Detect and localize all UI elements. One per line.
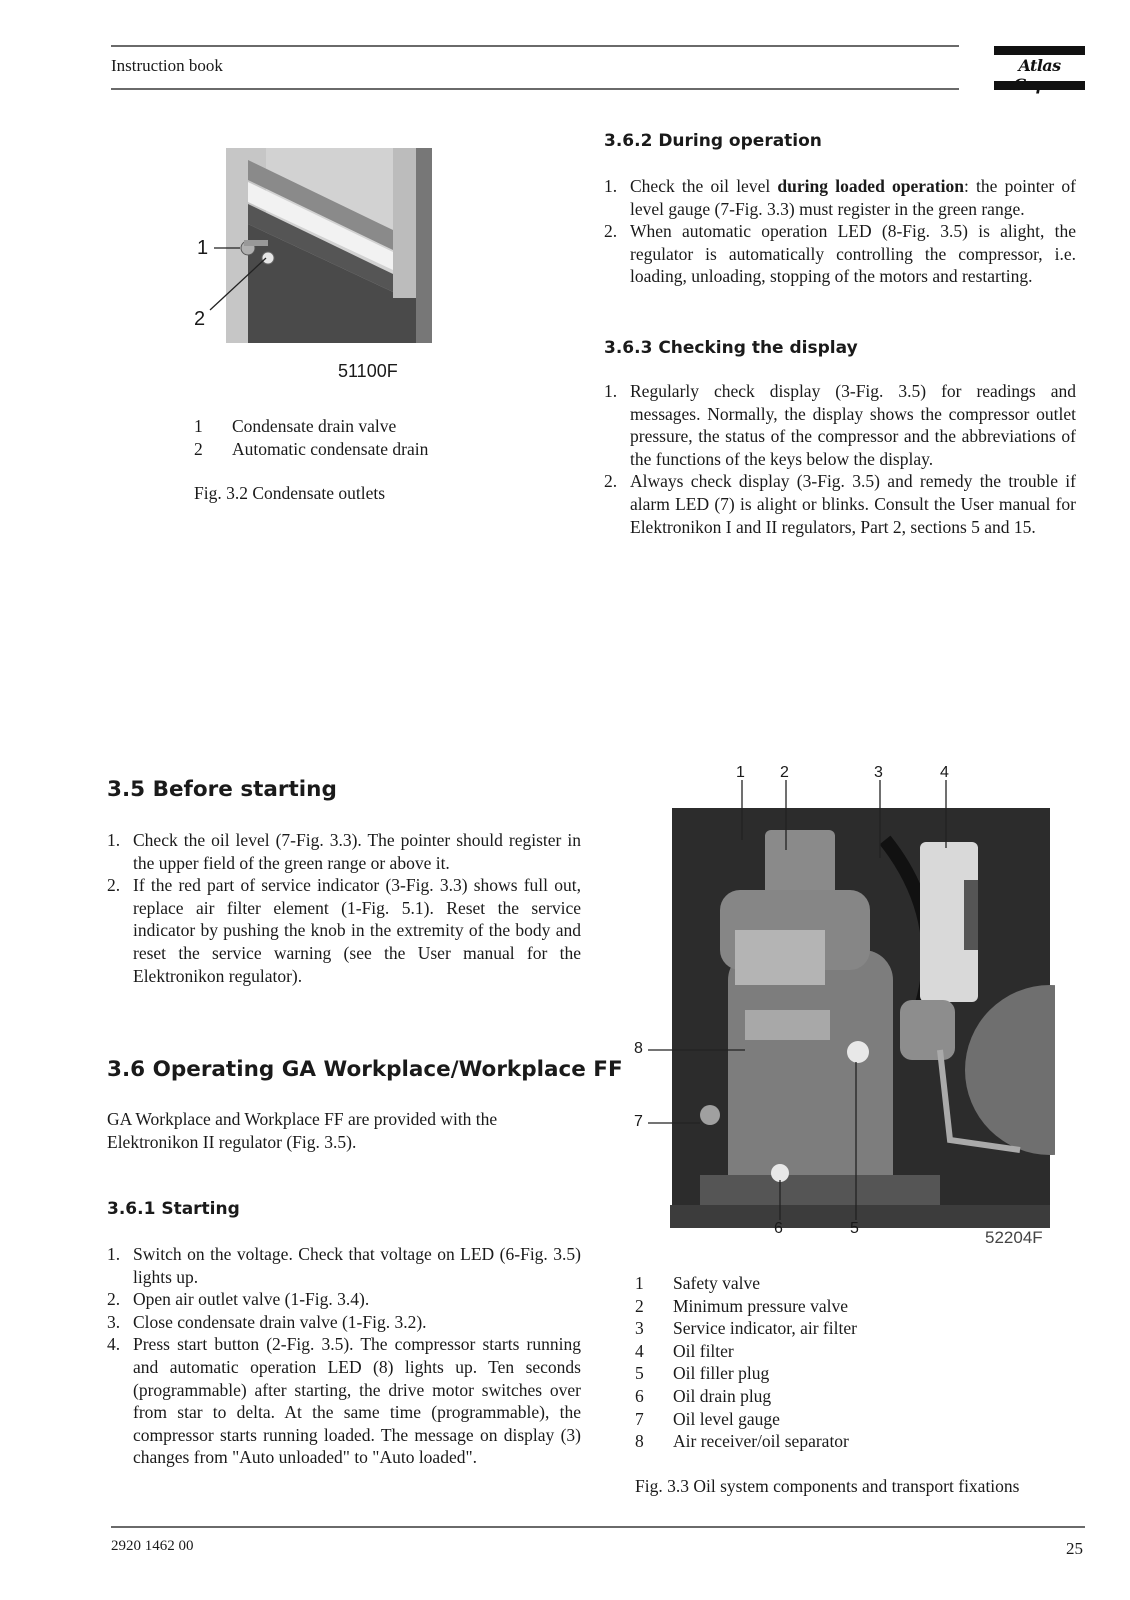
list-text-bold: during loaded operation <box>777 176 964 196</box>
fig-3-2-callout-2: 2 <box>194 308 206 330</box>
list-item <box>107 1333 581 1469</box>
figure-3-2-legend <box>194 415 428 460</box>
figure-3-3-legend <box>635 1272 857 1453</box>
section-3-6-2-list <box>604 175 1076 288</box>
list-num: 2. <box>107 1289 121 1310</box>
list-text: Regularly check display (3-Fig. 3.5) for readings and messages. Normally, the display shows the compressor outlet pressure, the status of the compressor and the abbreviations of the functions of the keys below the display. <box>630 381 1076 469</box>
list-text: If the red part of service indicator (3-Fig. 3.3) shows full out, replace air filter element (1-Fig. 5.1). Reset the service indicator by pushing the knob in the extremity of the body and reset the service warning (see the User manual for the Elektronikon regulator). <box>133 875 581 986</box>
list-text: Close condensate drain valve (1-Fig. 3.2). <box>133 1311 427 1332</box>
section-3-6-3-list <box>604 380 1076 538</box>
section-3-6-heading: 3.6 Operating GA Workplace/Workplace FF <box>107 1057 623 1082</box>
fig-3-3-callout: 8 <box>634 1040 643 1057</box>
atlas-copco-logo: Atlas <box>994 46 1085 90</box>
legend-num: 1 <box>635 1273 644 1293</box>
list-num: 1. <box>604 381 618 401</box>
list-item <box>107 874 581 987</box>
list-num: 2. <box>604 221 618 242</box>
list-item <box>107 1311 581 1334</box>
section-3-6-3-heading: 3.6.3 Checking the display <box>604 338 858 358</box>
footer-rule <box>111 1526 1085 1528</box>
fig-3-3-callout: 6 <box>774 1220 783 1237</box>
list-text: Open air outlet valve (1-Fig. 3.4). <box>133 1289 370 1310</box>
section-3-6-1-heading: 3.6.1 Starting <box>107 1199 240 1219</box>
figure-3-2-caption: Fig. 3.2 Condensate outlets <box>194 483 386 503</box>
legend-text: Safety valve <box>673 1273 760 1293</box>
list-item <box>107 1243 581 1288</box>
list-text: Press start button (2-Fig. 3.5). The compressor starts running and automatic operation LED (8) lights up. Ten seconds (programmable) after starting, the drive motor switches over from star to delta. At the same time (programmable), the compressor starts running loaded. The message on display (3) changes from "Auto unloaded" to "Auto loaded". <box>133 1334 581 1468</box>
legend-num: 1 <box>194 416 203 436</box>
header-rule-top <box>111 45 959 47</box>
legend-text: Oil filler plug <box>673 1363 770 1384</box>
legend-num: 6 <box>635 1385 644 1406</box>
list-num: 1. <box>107 830 121 850</box>
list-text: Check the oil level (7-Fig. 3.3). The pointer should register in the upper field of the green range or above it. <box>133 830 581 873</box>
figure-3-3 <box>634 764 1055 1270</box>
legend-text: Service indicator, air filter <box>673 1318 857 1339</box>
list-num: 1. <box>107 1244 121 1264</box>
list-num: 2. <box>107 875 121 896</box>
legend-text: Oil filter <box>673 1340 734 1361</box>
section-3-5-heading: 3.5 Before starting <box>107 777 337 802</box>
section-3-6-2-heading: 3.6.2 During operation <box>604 131 822 151</box>
list-num: 4. <box>107 1334 121 1355</box>
fig-3-2-callout-1: 1 <box>197 237 209 259</box>
legend-num: 7 <box>635 1408 644 1429</box>
legend-num: 2 <box>635 1295 644 1316</box>
list-text: Always check display (3-Fig. 3.5) and remedy the trouble if alarm LED (7) is alight or blinks. Consult the User manual for Elektronikon I and II regulators, Part 2, sections 5 and 15. <box>630 471 1076 537</box>
legend-text: Automatic condensate drain <box>232 438 429 459</box>
figure-3-2-code: 51100F <box>338 361 398 381</box>
section-3-6-1-list <box>107 1243 581 1469</box>
list-text-post: : the pointer of level gauge (7-Fig. 3.3) must register in the green range. <box>630 176 1076 219</box>
legend-text: Oil drain plug <box>673 1385 772 1406</box>
page-number: 25 <box>1066 1539 1083 1558</box>
list-item <box>604 175 1076 220</box>
legend-text: Condensate drain valve <box>232 416 397 436</box>
section-3-6-intro: GA Workplace and Workplace FF are provided with the Elektronikon II regulator (Fig. 3.5). <box>107 1109 498 1152</box>
fig-3-3-callout: 1 <box>736 764 745 781</box>
legend-num: 8 <box>635 1431 644 1452</box>
fig-3-3-callout: 4 <box>940 764 949 781</box>
legend-num: 2 <box>194 438 203 459</box>
figure-3-3-caption: Fig. 3.3 Oil system components and transport fixations <box>635 1476 1020 1496</box>
header-rule-bottom <box>111 88 959 90</box>
list-text: Switch on the voltage. Check that voltage on LED (6-Fig. 3.5) lights up. <box>133 1244 581 1287</box>
legend-text: Air receiver/oil separator <box>673 1431 849 1452</box>
list-num: 2. <box>604 471 618 492</box>
figure-3-2-image <box>188 140 438 345</box>
legend-text: Oil level gauge <box>673 1408 780 1429</box>
list-item <box>604 380 1076 470</box>
legend-text: Minimum pressure valve <box>673 1295 848 1316</box>
list-text: When automatic operation LED (8-Fig. 3.5) is alight, the regulator is automatically controlling the compressor, i.e. loading, unloading, stopping of the motors and restarting. <box>630 221 1076 287</box>
footer-doc-number: 2920 1462 00 <box>111 1538 194 1554</box>
legend-num: 4 <box>635 1340 644 1361</box>
list-num: 3. <box>107 1311 121 1332</box>
list-text-pre: Check the oil level <box>630 176 778 196</box>
legend-num: 5 <box>635 1363 644 1384</box>
section-3-5-list <box>107 829 581 987</box>
fig-3-3-callout: 3 <box>874 764 883 781</box>
list-item <box>604 220 1076 288</box>
figure-3-3-code: 52204F <box>985 1228 1043 1247</box>
list-item <box>107 829 581 874</box>
list-item <box>604 470 1076 538</box>
list-num: 1. <box>604 176 618 196</box>
list-item <box>107 1288 581 1311</box>
header-title: Instruction book <box>111 56 223 75</box>
fig-3-3-callout: 5 <box>850 1220 859 1237</box>
fig-3-3-callout: 7 <box>634 1113 643 1130</box>
legend-num: 3 <box>635 1318 644 1339</box>
fig-3-3-callout: 2 <box>780 764 789 781</box>
